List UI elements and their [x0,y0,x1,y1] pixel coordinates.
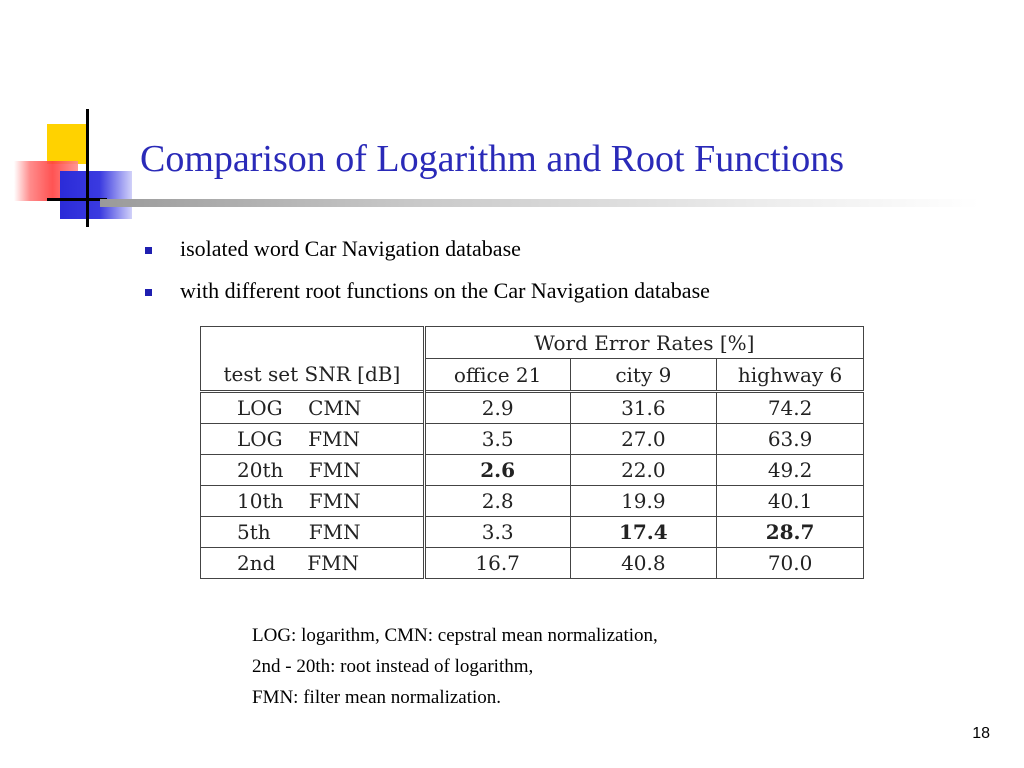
value-cell: 31.6 [570,392,717,424]
column-header: highway 6 [717,359,864,392]
value-cell: 49.2 [717,455,864,486]
table-row [201,486,864,517]
logo-yellow-square [47,124,87,164]
value-cell: 74.2 [717,392,864,424]
table-row [201,455,864,486]
value-cell: 16.7 [424,548,570,579]
method-cell: LOG FMN [201,424,425,455]
value-cell-best: 2.6 [424,455,570,486]
value-cell: 63.9 [717,424,864,455]
square-bullet-icon [145,247,152,254]
value-cell: 40.8 [570,548,717,579]
value-cell: 3.5 [424,424,570,455]
value-cell: 40.1 [717,486,864,517]
footnote-line: 2nd - 20th: root instead of logarithm, [252,656,534,677]
value-cell: 2.8 [424,486,570,517]
footnote-line: FMN: filter mean normalization. [252,687,502,708]
footnote-line: LOG: logarithm, CMN: cepstral mean normalization, [252,625,658,646]
slide-title: Comparison of Logarithm and Root Functions [140,138,845,180]
method-cell: LOG CMN [201,392,425,424]
bullet-list [140,234,710,318]
method-cell: 10th FMN [201,486,425,517]
table-row [201,517,864,548]
value-cell: 2.9 [424,392,570,424]
column-header: office 21 [424,359,570,392]
value-cell: 27.0 [570,424,717,455]
table-row [201,424,864,455]
method-cell: 5th FMN [201,517,425,548]
square-bullet-icon [145,289,152,296]
title-underline [100,199,980,207]
wer-table-container [200,326,864,586]
value-cell: 22.0 [570,455,717,486]
bullet-text: with different root functions on the Car Navigation database [180,278,710,303]
table-row [201,392,864,424]
value-cell-best: 17.4 [570,517,717,548]
method-cell: 2nd FMN [201,548,425,579]
method-cell: 20th FMN [201,455,425,486]
value-cell: 3.3 [424,517,570,548]
page-number: 18 [972,725,990,742]
logo-blue-block [60,171,132,219]
value-cell-best: 28.7 [717,517,864,548]
table-header-row [201,327,864,359]
table-row [201,548,864,579]
value-cell: 19.9 [570,486,717,517]
bullet-item [140,276,710,318]
value-cell: 70.0 [717,548,864,579]
row-header-cell: test set SNR [dB] [201,327,425,392]
logo-vertical-line [86,109,89,227]
column-header: city 9 [570,359,717,392]
bullet-item [140,234,710,276]
logo-horizontal-line [47,198,107,201]
bullet-text: isolated word Car Navigation database [180,236,521,261]
group-header-cell: Word Error Rates [%] [424,327,863,359]
wer-table [200,326,864,579]
footnotes [252,620,658,713]
